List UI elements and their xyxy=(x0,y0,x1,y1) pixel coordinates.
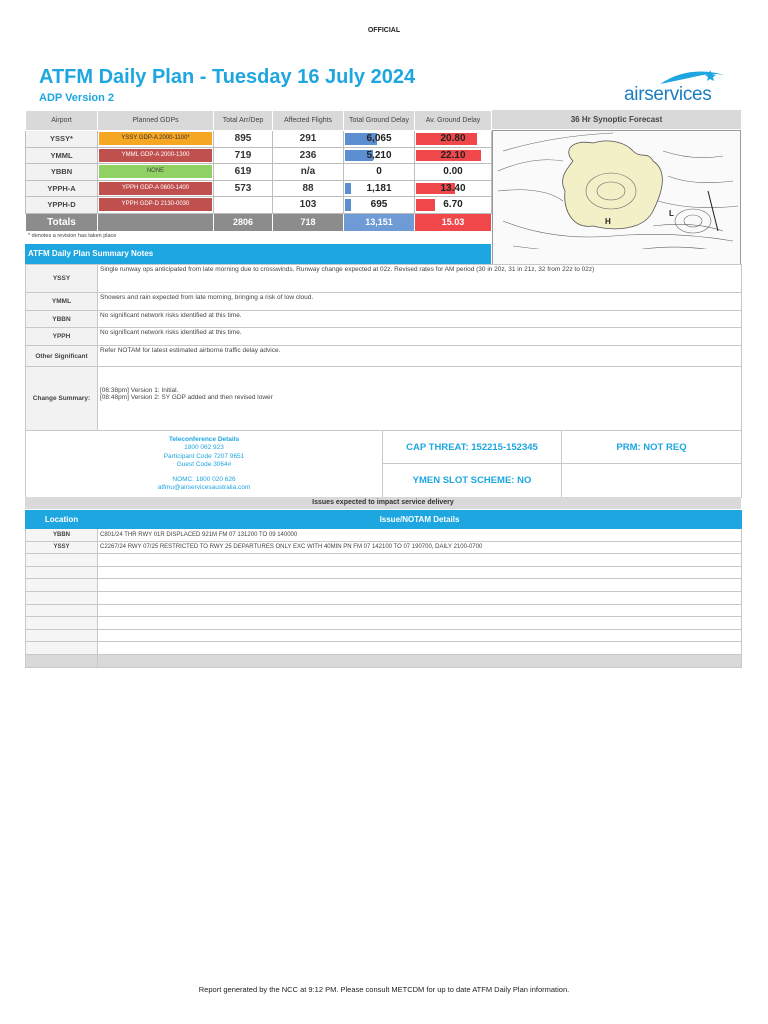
gdp-table xyxy=(25,110,492,232)
airport-code: YSSY* xyxy=(26,131,98,148)
issues-title: Issues expected to impact service delivery xyxy=(25,497,741,509)
gdp-row xyxy=(26,147,492,164)
issues-table xyxy=(25,510,742,668)
gdp-row xyxy=(26,131,492,148)
issue-details xyxy=(98,642,742,655)
issue-row xyxy=(26,529,742,542)
summary-row-ypph xyxy=(26,328,742,346)
ground-delay-cell xyxy=(344,197,415,214)
issues-col-details: Issue/NOTAM Details xyxy=(98,511,742,529)
synoptic-chart-image xyxy=(493,131,740,264)
issue-row xyxy=(26,642,742,655)
issue-location xyxy=(26,591,98,604)
gdp-row xyxy=(26,180,492,197)
totals-arr-dep: 2806 xyxy=(214,213,273,231)
summary-row-change xyxy=(26,367,742,431)
ground-delay-cell xyxy=(344,147,415,164)
col-av-ground-delay: Av. Ground Delay xyxy=(415,111,492,131)
issue-details xyxy=(98,566,742,579)
airservices-logo xyxy=(620,66,740,110)
report-footer: Report generated by the NCC at 9:12 PM. Please consult METCDM for up to date ATFM Daily Plan information. xyxy=(198,985,570,994)
issue-location: YBBN xyxy=(26,529,98,542)
gdp-cell xyxy=(98,180,214,197)
logo-wordmark: airservices xyxy=(624,84,712,105)
col-total-arr-dep: Total Arr/Dep xyxy=(214,111,273,131)
atfmu-email[interactable]: atfmu@airservicesaustralia.com xyxy=(157,484,251,491)
ground-delay-value: 0 xyxy=(376,166,382,178)
totals-av-ground-delay: 15.03 xyxy=(415,213,492,231)
summary-row-yssy xyxy=(26,265,742,293)
totals-ground-delay: 13,151 xyxy=(344,213,415,231)
issue-location xyxy=(26,642,98,655)
total-arr-dep: 573 xyxy=(214,180,273,197)
issue-location xyxy=(26,604,98,617)
gdp-cell xyxy=(98,147,214,164)
issue-row xyxy=(26,617,742,630)
ground-delay-cell xyxy=(344,180,415,197)
issue-location xyxy=(26,554,98,567)
gdp-badge: YPPH GDP-D 2130-0030 xyxy=(99,198,212,211)
gdp-badge: YPPH GDP-A 0600-1400 xyxy=(99,182,212,195)
issues-footer-row xyxy=(26,654,742,667)
summary-label: YMML xyxy=(26,293,98,311)
issue-row xyxy=(26,566,742,579)
summary-row-other xyxy=(26,346,742,367)
summary-text: Refer NOTAM for latest estimated airborne traffic delay advice. xyxy=(98,346,742,367)
avg-delay-cell xyxy=(415,147,492,164)
issue-details xyxy=(98,629,742,642)
teleconference-block xyxy=(25,430,742,498)
issue-row xyxy=(26,541,742,554)
totals-gdp-empty xyxy=(98,213,214,231)
affected-flights: 291 xyxy=(273,131,344,148)
summary-label: YSSY xyxy=(26,265,98,293)
total-arr-dep: 719 xyxy=(214,147,273,164)
col-total-ground-delay: Total Ground Delay xyxy=(344,111,415,131)
revision-note: * denotes a revision has taken place xyxy=(28,233,117,239)
prm-status: PRM: NOT REQ xyxy=(562,431,742,464)
avg-delay-value: 13.40 xyxy=(440,182,466,194)
summary-text: No significant network risks identified at this time. xyxy=(98,328,742,346)
ground-delay-cell xyxy=(344,164,415,181)
airport-code: YPPH-A xyxy=(26,180,98,197)
summary-row-ybbn xyxy=(26,311,742,328)
nomc-phone: NOMC: 1800 020 626 xyxy=(172,475,236,483)
summary-text: Showers and rain expected from late morning, bringing a risk of low cloud. xyxy=(98,293,742,311)
tele-title: Teleconference Details xyxy=(168,435,240,443)
avg-delay-value: 0.00 xyxy=(443,166,463,178)
issues-footer-cell xyxy=(98,654,742,667)
page-title: ATFM Daily Plan - Tuesday 16 July 2024 xyxy=(39,66,416,88)
affected-flights: 236 xyxy=(273,147,344,164)
change-line-2: [08:48pm] Version 2: SY GDP added and then revised lower xyxy=(100,394,273,401)
summary-text: Single runway ops anticipated from late morning due to crosswinds. Runway change expected at 02z. Revised rates for AM period (30 in 20z, 31 in 21z, 32 from 22z to 02z) xyxy=(98,265,742,293)
issue-details xyxy=(98,604,742,617)
airport-code: YBBN xyxy=(26,164,98,181)
tele-participant: Participant Code 7207 9651 xyxy=(163,452,245,460)
empty-cell xyxy=(562,464,742,498)
svg-text:L: L xyxy=(669,209,674,218)
svg-text:H: H xyxy=(605,217,611,226)
gdp-badge: YSSY GDP-A 2000-1100* xyxy=(99,132,212,145)
version-subtitle: ADP Version 2 xyxy=(39,92,114,104)
totals-affected: 718 xyxy=(273,213,344,231)
issue-row xyxy=(26,604,742,617)
total-arr-dep: 895 xyxy=(214,131,273,148)
avg-delay-bar xyxy=(416,199,435,211)
affected-flights: 103 xyxy=(273,197,344,214)
issue-details xyxy=(98,554,742,567)
ymen-slot-scheme: YMEN SLOT SCHEME: NO xyxy=(383,464,562,498)
totals-row xyxy=(26,213,492,231)
ground-delay-bar xyxy=(345,199,351,211)
synoptic-chart xyxy=(492,130,741,265)
change-line-1: [06:38pm] Version 1: Initial. xyxy=(100,387,179,394)
total-arr-dep xyxy=(214,197,273,214)
gdp-cell xyxy=(98,164,214,181)
cap-threat: CAP THREAT: 152215-152345 xyxy=(383,431,562,464)
issue-details xyxy=(98,591,742,604)
issue-row xyxy=(26,554,742,567)
summary-notes-header: ATFM Daily Plan Summary Notes xyxy=(25,244,491,264)
ground-delay-value: 695 xyxy=(370,199,388,211)
gdp-row xyxy=(26,197,492,214)
issues-footer-cell xyxy=(26,654,98,667)
gdp-badge: NONE xyxy=(99,165,212,178)
gdp-table-header xyxy=(26,111,492,131)
summary-notes-table xyxy=(25,264,742,431)
tele-phone: 1800 062 923 xyxy=(184,444,224,451)
summary-row-ymml xyxy=(26,293,742,311)
totals-label: Totals xyxy=(26,213,98,231)
gdp-cell xyxy=(98,197,214,214)
ground-delay-value: 5,210 xyxy=(366,149,392,161)
gdp-cell xyxy=(98,131,214,148)
ground-delay-value: 6,065 xyxy=(366,133,392,145)
synoptic-title: 36 Hr Synoptic Forecast xyxy=(492,110,741,129)
col-affected-flights: Affected Flights xyxy=(273,111,344,131)
affected-flights: n/a xyxy=(273,164,344,181)
issue-location: YSSY xyxy=(26,541,98,554)
summary-label: YPPH xyxy=(26,328,98,346)
avg-delay-cell xyxy=(415,131,492,148)
ground-delay-value: 1,181 xyxy=(366,182,392,194)
avg-delay-value: 6.70 xyxy=(443,199,463,211)
avg-delay-cell xyxy=(415,164,492,181)
change-summary-text xyxy=(98,367,742,431)
issue-details xyxy=(98,579,742,592)
summary-label: Other Significant xyxy=(26,346,98,367)
issue-details: C801/24 THR RWY 01R DISPLACED 921M FM 07 131200 TO 09 140000 xyxy=(98,529,742,542)
issues-col-location: Location xyxy=(26,511,98,529)
issue-location xyxy=(26,579,98,592)
airport-code: YPPH-D xyxy=(26,197,98,214)
summary-text: No significant network risks identified at this time. xyxy=(98,311,742,328)
issue-row xyxy=(26,579,742,592)
teleconference-details xyxy=(26,431,383,498)
issue-row xyxy=(26,629,742,642)
avg-delay-value: 20.80 xyxy=(440,133,466,145)
col-planned-gdps: Planned GDPs xyxy=(98,111,214,131)
tele-guest: Guest Code 3064# xyxy=(176,461,232,468)
summary-label: Change Summary: xyxy=(26,367,98,431)
gdp-badge: YMML GDP-A 2000-1300 xyxy=(99,149,212,162)
gdp-row xyxy=(26,164,492,181)
official-marking: OFFICIAL xyxy=(367,27,401,34)
issue-details xyxy=(98,617,742,630)
issue-row xyxy=(26,591,742,604)
affected-flights: 88 xyxy=(273,180,344,197)
airport-code: YMML xyxy=(26,147,98,164)
summary-label: YBBN xyxy=(26,311,98,328)
avg-delay-cell xyxy=(415,180,492,197)
avg-delay-value: 22.10 xyxy=(440,149,466,161)
total-arr-dep: 619 xyxy=(214,164,273,181)
issue-location xyxy=(26,617,98,630)
issues-header xyxy=(26,511,742,529)
ground-delay-bar xyxy=(345,183,351,195)
issue-location xyxy=(26,566,98,579)
avg-delay-cell xyxy=(415,197,492,214)
col-airport: Airport xyxy=(26,111,98,131)
issue-details: C2267/24 RWY 07/25 RESTRICTED TO RWY 25 DEPARTURES ONLY EXC WITH 40MIN PN FM 07 142100 TO 07 190700, DAILY 2100-0700 xyxy=(98,541,742,554)
ground-delay-cell xyxy=(344,131,415,148)
issue-location xyxy=(26,629,98,642)
